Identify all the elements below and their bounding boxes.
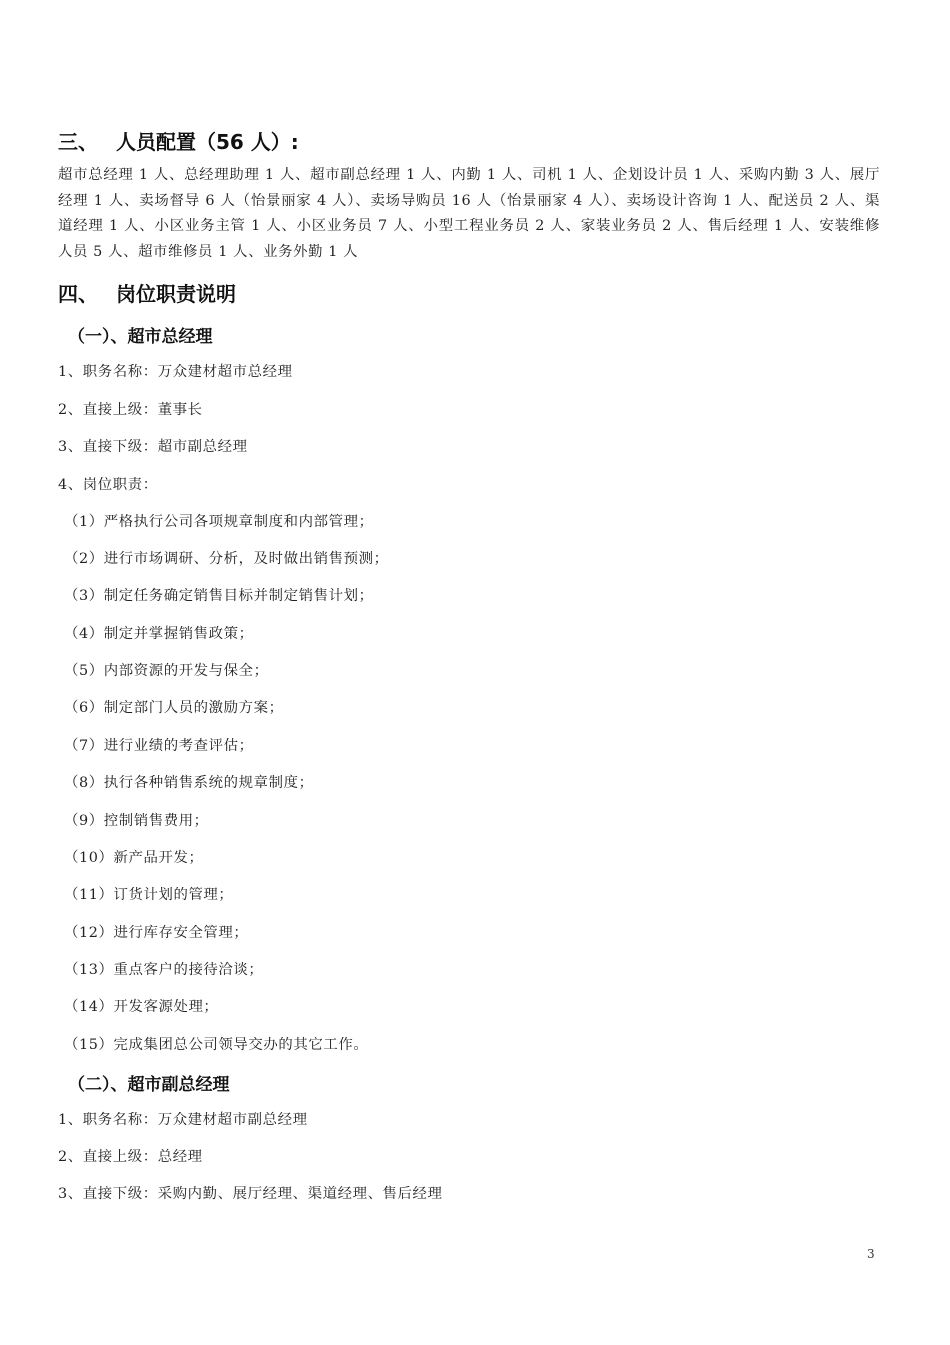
vgm-info-line: 3、直接下级：采购内勤、展厅经理、渠道经理、售后经理 — [58, 1186, 443, 1202]
subheading-general-manager: （一）、超市总经理 — [68, 327, 213, 347]
page-number: 3 — [867, 1247, 875, 1261]
section-number: 四、 — [58, 282, 98, 306]
vgm-info-line: 1、职务名称：万众建材超市副总经理 — [58, 1112, 308, 1128]
section-title: 人员配置（56 人）: — [116, 130, 299, 154]
vgm-info-line: 2、直接上级：总经理 — [58, 1149, 203, 1165]
section-heading-duties — [58, 278, 236, 307]
duty-item: （10）新产品开发； — [64, 850, 204, 866]
duty-item: （11）订货计划的管理； — [64, 887, 234, 903]
gm-info-line: 4、岗位职责： — [58, 477, 158, 493]
duty-item: （2）进行市场调研、分析，及时做出销售预测； — [64, 551, 389, 567]
gm-info-line: 1、职务名称：万众建材超市总经理 — [58, 364, 293, 380]
gm-info-line: 2、直接上级：董事长 — [58, 402, 203, 418]
duty-item: （1）严格执行公司各项规章制度和内部管理； — [64, 514, 374, 530]
duty-item: （6）制定部门人员的激励方案； — [64, 700, 284, 716]
staffing-paragraph: 超市总经理 1 人、总经理助理 1 人、超市副总经理 1 人、内勤 1 人、司机 1 人、企划设计员 1 人、采购内勤 3 人、展厅经理 1 人、卖场督导 6 人（怡景丽家 4 人）、卖场导购员 16 人（怡景丽家 4 人）、卖场设计咨询 1 人、配送员 2 人、渠道经理 1 人、小区业务主管 1 人、小区业务员 7 人、小型工程业务员 2 人、家装业务员 2 人、售后经理 1 人、安装维修人员 5 人、超市维修员 1 人、业务外勤 1 人 — [58, 167, 880, 260]
duty-item: （8）执行各种销售系统的规章制度； — [64, 775, 314, 791]
subheading-vice-general-manager: （二）、超市副总经理 — [68, 1075, 230, 1095]
duty-item: （15）完成集团总公司领导交办的其它工作。 — [64, 1037, 369, 1053]
duty-item: （12）进行库存安全管理； — [64, 925, 249, 941]
section-heading-staffing — [58, 126, 299, 155]
section-title: 岗位职责说明 — [116, 282, 236, 306]
duty-item: （5）内部资源的开发与保全； — [64, 663, 269, 679]
section-number: 三、 — [58, 130, 98, 154]
duty-item: （9）控制销售费用； — [64, 813, 209, 829]
duty-item: （14）开发客源处理； — [64, 999, 219, 1015]
gm-info-line: 3、直接下级：超市副总经理 — [58, 439, 248, 455]
duty-item: （4）制定并掌握销售政策； — [64, 626, 254, 642]
duty-item: （7）进行业绩的考查评估； — [64, 738, 254, 754]
duty-item: （13）重点客户的接待洽谈； — [64, 962, 264, 978]
duty-item: （3）制定任务确定销售目标并制定销售计划； — [64, 588, 374, 604]
